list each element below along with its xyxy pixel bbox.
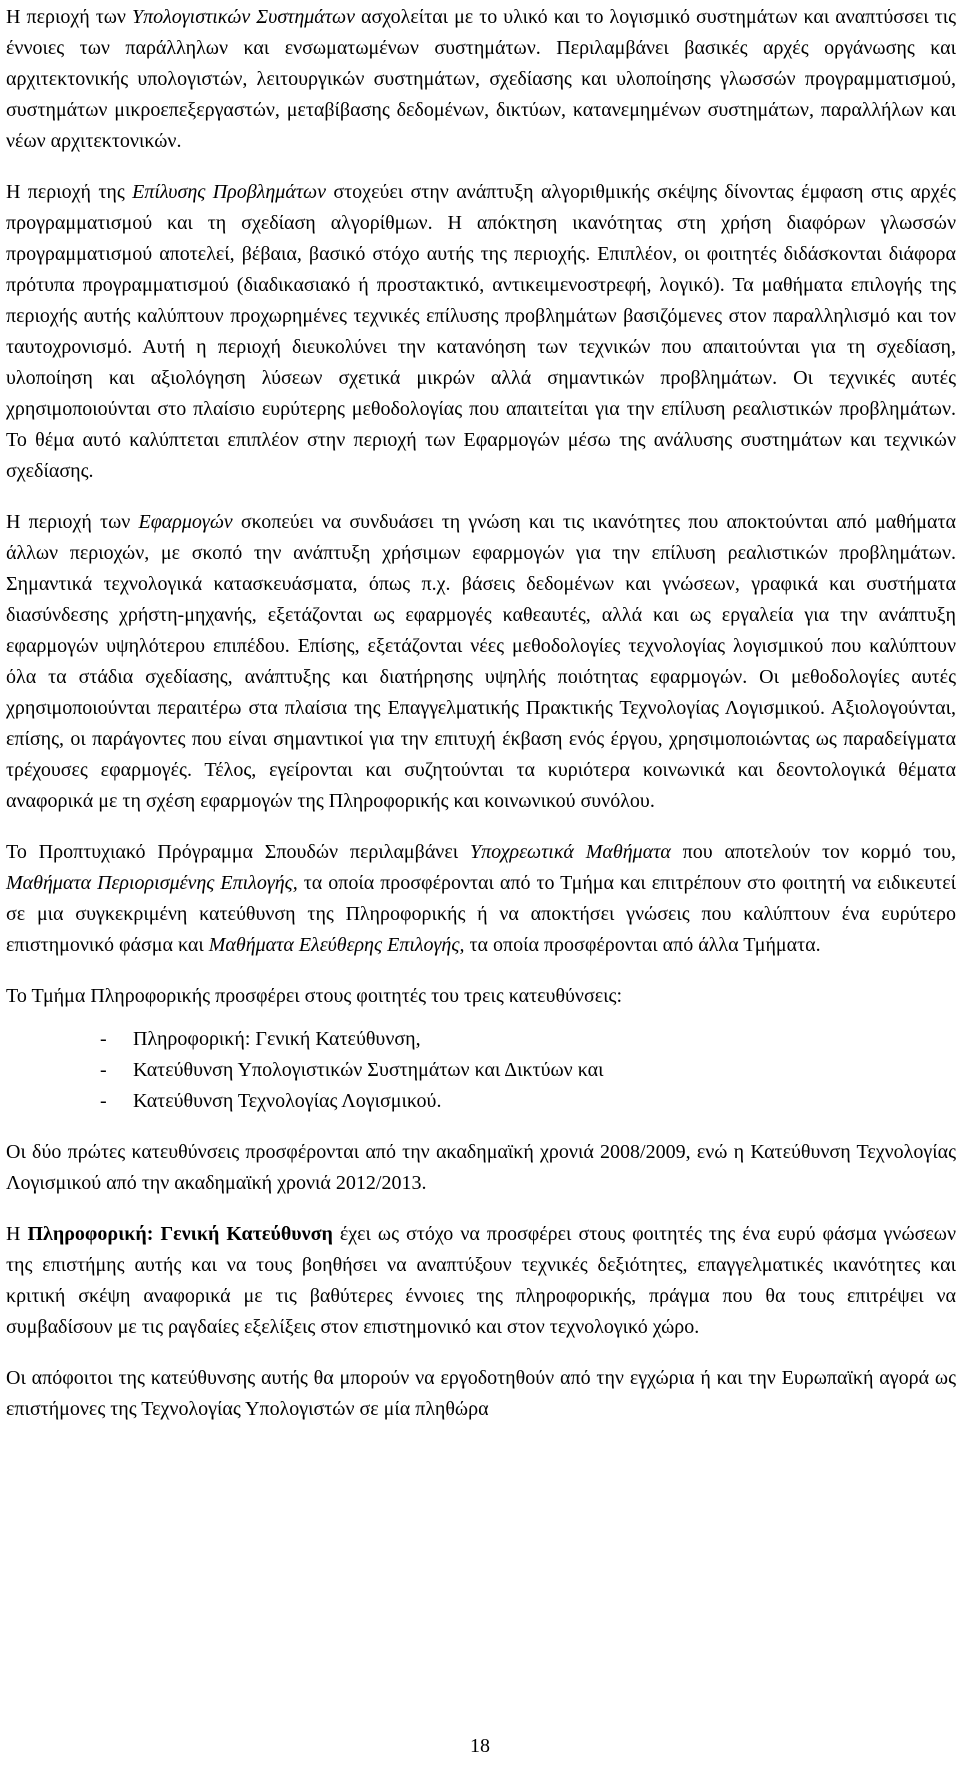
text: Η περιοχή των [6,511,139,533]
text: Το Προπτυχιακό Πρόγραμμα Σπουδών περιλαμβάνει [6,841,470,863]
paragraph-directions-intro: Το Τμήμα Πληροφορικής προσφέρει στους φοιτητές του τρεις κατευθύνσεις: [6,985,623,1007]
paragraph-general-direction [6,1219,956,1343]
list-item-text: Κατεύθυνση Υπολογιστικών Συστημάτων και Δικτύων και [133,1059,604,1081]
paragraph-problem-solving [6,177,956,487]
document-page [6,2,956,1425]
italic-term: Υπολογιστικών Συστημάτων [131,6,355,28]
list-item-text: Κατεύθυνση Τεχνολογίας Λογισμικού. [133,1090,442,1112]
text: Η περιοχή των [6,6,132,28]
list-item [6,1055,956,1086]
list-item [6,1024,956,1055]
paragraph-computing-systems [6,2,956,157]
text: που αποτελούν τον κορμό του, [670,841,957,863]
list-dash: - [100,1090,107,1112]
italic-term: Επίλυσης Προβλημάτων [132,181,326,203]
text: Η περιοχή της [6,181,133,203]
italic-term: Υποχρεωτικά Μαθήματα [469,841,671,863]
italic-term: Μαθήματα Ελεύθερης Επιλογής, [208,934,465,956]
text: τα οποία προσφέρονται από άλλα Τμήματα. [464,934,821,956]
list-item [6,1086,956,1117]
paragraph-curriculum [6,837,956,961]
directions-list [6,1024,956,1117]
text: στοχεύει στην ανάπτυξη αλγοριθμικής σκέψης δίνοντας έμφαση στις αρχές προγραμματισμού και τη σχεδίαση αλγορίθμων. Η απόκτηση ικανότητας στη χρήση διαφόρων γλωσσών προγραμματισμού αποτελεί, βέβαια, βασικό στόχο αυτής της περιοχής. Επιπλέον, οι φοιτητές διδάσκονται διάφορα πρότυπα προγραμματισμού (διαδικασιακό ή προστακτικό, αντικειμενοστρεφή, λογικό). Τα μαθήματα επιλογής της περιοχής αυτής καλύπτουν προχωρημένες τεχνικές επίλυσης προβλημάτων βασιζόμενες στον παραλληλισμό και τον ταυτοχρονισμό. Αυτή η περιοχή διευκολύνει την κατανόηση των τεχνικών που απαιτούνται για τη σχεδίαση, υλοποίηση και αξιολόγηση λύσεων σχετικά μικρών αλλά σημαντικών προβλημάτων. Οι τεχνικές αυτές χρησιμοποιούνται στο πλαίσιο ευρύτερης μεθοδολογίας που απαιτείται για την επίλυση ρεαλιστικών προβλημάτων. Το θέμα αυτό καλύπτεται επιπλέον στην περιοχή των Εφαρμογών μέσω της ανάλυσης συστημάτων και τεχνικών σχεδίασης. [6,181,956,482]
list-dash: - [100,1059,107,1081]
bold-term: Πληροφορική: Γενική Κατεύθυνση [27,1223,333,1245]
italic-term: Μαθήματα Περιορισμένης Επιλογής, [6,872,298,894]
text: Η [6,1223,28,1245]
paragraph-graduates: Οι απόφοιτοι της κατεύθυνσης αυτής θα μπορούν να εργοδοτηθούν από την εγχώρια ή και την Ευρωπαϊκή αγορά ως επιστήμονες της Τεχνολογίας Υπολογιστών σε μία πληθώρα [6,1367,956,1420]
text: σκοπεύει να συνδυάσει τη γνώση και τις ικανότητες που αποκτούνται από μαθήματα άλλων περιοχών, με σκοπό την ανάπτυξη χρήσιμων εφαρμογών για την επίλυση ρεαλιστικών προβλημάτων. Σημαντικά τεχνολογικά κατασκευάσματα, όπως π.χ. βάσεις δεδομένων και γνώσεων, γραφικά και συστήματα διασύνδεσης χρήστη-μηχανής, εξετάζονται ως εφαρμογές καθεαυτές, αλλά και ως εργαλεία για την ανάπτυξη εφαρμογών υψηλότερου επιπέδου. Επίσης, εξετάζονται νέες μεθοδολογίες τεχνολογίας λογισμικού που καλύπτουν όλα τα στάδια σχεδίασης, ανάπτυξης και διατήρησης υψηλής ποιότητας εφαρμογών. Οι μεθοδολογίες αυτές χρησιμοποιούνται περαιτέρω στα πλαίσια της Επαγγελματικής Πρακτικής Τεχνολογίας Λογισμικού. Αξιολογούνται, επίσης, οι παράγοντες που είναι σημαντικοί για την επιτυχή έκβαση ενός έργου, χρησιμοποιώντας ως παραδείγματα τρέχουσες εφαρμογές. Τέλος, εγείρονται και συζητούνται τα κυριότερα κοινωνικά και δεοντολογικά θέματα αναφορικά με τη σχέση εφαρμογών της Πληροφορικής και κοινωνικού συνόλου. [6,511,956,812]
text: τα οποία προσφέρονται από το Τμήμα και επιτρέπουν στο φοιτητή να ειδικευτεί σε μια συγκεκριμένη κατεύθυνση της Πληροφορικής ή να αποκτήσει γνώσεις που καλύπτουν ένα ευρύτερο επιστημονικό φάσμα και [6,872,957,956]
paragraph-applications [6,507,956,817]
list-item-text: Πληροφορική: Γενική Κατεύθυνση, [133,1028,421,1050]
italic-term: Εφαρμογών [138,511,233,533]
page-number: 18 [470,1735,490,1757]
paragraph-directions-years: Οι δύο πρώτες κατευθύνσεις προσφέρονται από την ακαδημαϊκή χρονιά 2008/2009, ενώ η Κατεύθυνση Τεχνολογίας Λογισμικού από την ακαδημαϊκή χρονιά 2012/2013. [6,1141,956,1194]
text: ασχολείται με το υλικό και το λογισμικό συστημάτων και αναπτύσσει τις έννοιες των παράλληλων και ενσωματωμένων συστημάτων. Περιλαμβάνει βασικές αρχές οργάνωσης και αρχιτεκτονικής υπολογιστών, λειτουργικών συστημάτων, σχεδίασης και υλοποίησης γλωσσών προγραμματισμού, συστημάτων μικροεπεξεργαστών, μεταβίβασης δεδομένων, δικτύων, κατανεμημένων συστημάτων, παραλλήλων και νέων αρχιτεκτονικών. [6,6,956,152]
text: έχει ως στόχο να προσφέρει στους φοιτητές της ένα ευρύ φάσμα γνώσεων της επιστήμης αυτής και να τους βοηθήσει να αναπτύξουν τεχνικές δεξιότητες, επαγγελματικές ικανότητες και κριτική σκέψη αναφορικά με τις βαθύτερες έννοιες της πληροφορικής, πράγμα που θα τους επιτρέψει να συμβαδίσουν με τις ραγδαίες εξελίξεις στον επιστημονικό και στον τεχνολογικό χώρο. [6,1223,956,1338]
list-dash: - [100,1028,107,1050]
